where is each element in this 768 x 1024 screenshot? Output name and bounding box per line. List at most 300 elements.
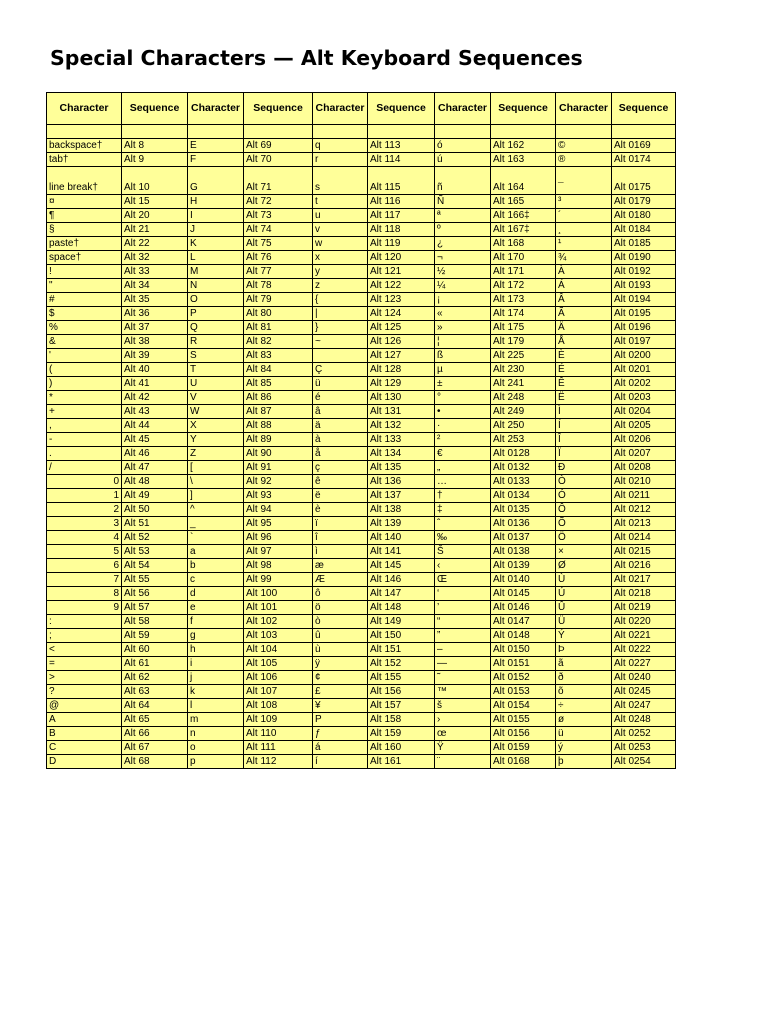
character-cell: 4 xyxy=(47,531,122,545)
character-cell: Ê xyxy=(556,377,612,391)
sequence-cell: Alt 0159 xyxy=(491,741,556,755)
character-cell: ® xyxy=(556,153,612,167)
character-cell: © xyxy=(556,139,612,153)
character-cell: ù xyxy=(313,643,368,657)
sequence-cell: Alt 115 xyxy=(368,167,435,195)
table-row xyxy=(47,475,676,489)
character-cell: y xyxy=(313,265,368,279)
sequence-cell: Alt 55 xyxy=(122,573,188,587)
sequence-cell: Alt 44 xyxy=(122,419,188,433)
sequence-cell: Alt 0215 xyxy=(612,545,676,559)
sequence-cell: Alt 0208 xyxy=(612,461,676,475)
character-cell: ¼ xyxy=(435,279,491,293)
sequence-cell: Alt 0222 xyxy=(612,643,676,657)
sequence-cell: Alt 135 xyxy=(368,461,435,475)
character-cell: ò xyxy=(313,615,368,629)
table-row xyxy=(47,279,676,293)
character-cell: û xyxy=(313,629,368,643)
sequence-cell: Alt 170 xyxy=(491,251,556,265)
sequence-cell: Alt 0217 xyxy=(612,573,676,587)
sequence-cell: Alt 0137 xyxy=(491,531,556,545)
sequence-cell: Alt 0227 xyxy=(612,657,676,671)
sequence-cell: Alt 164 xyxy=(491,167,556,195)
sequence-cell: Alt 168 xyxy=(491,237,556,251)
sequence-cell: Alt 91 xyxy=(244,461,313,475)
character-cell: N xyxy=(188,279,244,293)
sequence-cell: Alt 0248 xyxy=(612,713,676,727)
character-cell: \ xyxy=(188,475,244,489)
sequence-cell: Alt 134 xyxy=(368,447,435,461)
character-cell: z xyxy=(313,279,368,293)
character-cell: • xyxy=(435,405,491,419)
sequence-cell: Alt 41 xyxy=(122,377,188,391)
sequence-cell: Alt 124 xyxy=(368,307,435,321)
sequence-cell: Alt 9 xyxy=(122,153,188,167)
sequence-cell: Alt 70 xyxy=(244,153,313,167)
sequence-cell: Alt 0196 xyxy=(612,321,676,335)
character-cell: ‡ xyxy=(435,503,491,517)
character-cell: ? xyxy=(47,685,122,699)
sequence-cell: Alt 175 xyxy=(491,321,556,335)
table-row xyxy=(47,265,676,279)
character-cell: Ÿ xyxy=(435,741,491,755)
sequence-cell: Alt 0193 xyxy=(612,279,676,293)
character-cell: › xyxy=(435,713,491,727)
sequence-cell: Alt 78 xyxy=(244,279,313,293)
sequence-cell: Alt 79 xyxy=(244,293,313,307)
sequence-cell: Alt 0212 xyxy=(612,503,676,517)
character-cell: € xyxy=(435,447,491,461)
character-cell: Ì xyxy=(556,405,612,419)
sequence-cell: Alt 38 xyxy=(122,335,188,349)
sequence-cell: Alt 0203 xyxy=(612,391,676,405)
character-cell: , xyxy=(47,419,122,433)
sequence-cell: Alt 71 xyxy=(244,167,313,195)
sequence-cell: Alt 0138 xyxy=(491,545,556,559)
sequence-cell: Alt 65 xyxy=(122,713,188,727)
sequence-cell: Alt 0174 xyxy=(612,153,676,167)
sequence-cell: Alt 152 xyxy=(368,657,435,671)
character-cell: ç xyxy=(313,461,368,475)
character-cell: line break† xyxy=(47,167,122,195)
character-cell: k xyxy=(188,685,244,699)
sequence-cell: Alt 42 xyxy=(122,391,188,405)
character-cell: E xyxy=(188,139,244,153)
sequence-cell: Alt 105 xyxy=(244,657,313,671)
sequence-cell: Alt 82 xyxy=(244,335,313,349)
character-cell: 1 xyxy=(47,489,122,503)
character-cell xyxy=(313,349,368,363)
sequence-cell: Alt 0151 xyxy=(491,657,556,671)
character-cell: í xyxy=(313,755,368,769)
character-cell: „ xyxy=(435,461,491,475)
character-cell: ‰ xyxy=(435,531,491,545)
character-cell: i xyxy=(188,657,244,671)
sequence-cell: Alt 120 xyxy=(368,251,435,265)
character-cell: m xyxy=(188,713,244,727)
character-cell: Ó xyxy=(556,489,612,503)
sequence-cell: Alt 129 xyxy=(368,377,435,391)
sequence-cell: Alt 21 xyxy=(122,223,188,237)
character-cell: ½ xyxy=(435,265,491,279)
sequence-cell: Alt 157 xyxy=(368,699,435,713)
character-cell: â xyxy=(313,405,368,419)
sequence-cell: Alt 130 xyxy=(368,391,435,405)
character-cell: ± xyxy=(435,377,491,391)
character-cell: Ë xyxy=(556,391,612,405)
table-row xyxy=(47,671,676,685)
character-cell: é xyxy=(313,391,368,405)
character-cell: Ö xyxy=(556,531,612,545)
sequence-cell: Alt 145 xyxy=(368,559,435,573)
character-cell: ý xyxy=(556,741,612,755)
character-cell: á xyxy=(313,741,368,755)
character-cell: þ xyxy=(556,755,612,769)
sequence-cell: Alt 0175 xyxy=(612,167,676,195)
character-cell: ~ xyxy=(313,335,368,349)
sequence-cell: Alt 37 xyxy=(122,321,188,335)
character-cell: § xyxy=(47,223,122,237)
sequence-cell: Alt 0169 xyxy=(612,139,676,153)
sequence-cell: Alt 72 xyxy=(244,195,313,209)
sequence-cell: Alt 119 xyxy=(368,237,435,251)
sequence-cell: Alt 122 xyxy=(368,279,435,293)
table-row xyxy=(47,447,676,461)
sequence-cell: Alt 126 xyxy=(368,335,435,349)
character-cell: ð xyxy=(556,671,612,685)
sequence-cell: Alt 148 xyxy=(368,601,435,615)
character-cell: ÿ xyxy=(313,657,368,671)
character-cell: h xyxy=(188,643,244,657)
table-body xyxy=(47,125,676,769)
character-cell: õ xyxy=(556,685,612,699)
sequence-cell: Alt 0218 xyxy=(612,587,676,601)
sequence-cell: Alt 0180 xyxy=(612,209,676,223)
character-cell: ´ xyxy=(556,209,612,223)
sequence-cell: Alt 73 xyxy=(244,209,313,223)
sequence-cell: Alt 0134 xyxy=(491,489,556,503)
sequence-cell: Alt 230 xyxy=(491,363,556,377)
sequence-cell: Alt 0252 xyxy=(612,727,676,741)
sequence-cell: Alt 102 xyxy=(244,615,313,629)
header-sequence-3: Sequence xyxy=(368,93,435,125)
sequence-cell: Alt 47 xyxy=(122,461,188,475)
sequence-cell: Alt 0211 xyxy=(612,489,676,503)
table-row xyxy=(47,573,676,587)
sequence-cell: Alt 50 xyxy=(122,503,188,517)
character-cell: } xyxy=(313,321,368,335)
character-cell: o xyxy=(188,741,244,755)
character-cell: # xyxy=(47,293,122,307)
sequence-cell: Alt 121 xyxy=(368,265,435,279)
sequence-cell: Alt 54 xyxy=(122,559,188,573)
character-cell: ¦ xyxy=(435,335,491,349)
table-row xyxy=(47,377,676,391)
sequence-cell: Alt 0201 xyxy=(612,363,676,377)
character-cell: Á xyxy=(556,279,612,293)
sequence-cell: Alt 141 xyxy=(368,545,435,559)
sequence-cell: Alt 0154 xyxy=(491,699,556,713)
table-row xyxy=(47,545,676,559)
spacer-cell xyxy=(47,125,122,139)
header-sequence-4: Sequence xyxy=(491,93,556,125)
character-cell: Z xyxy=(188,447,244,461)
character-cell: 5 xyxy=(47,545,122,559)
spacer-cell xyxy=(612,125,676,139)
character-cell: J xyxy=(188,223,244,237)
sequence-cell: Alt 69 xyxy=(244,139,313,153)
character-cell: ¯ xyxy=(556,167,612,195)
character-cell: ; xyxy=(47,629,122,643)
character-cell: 2 xyxy=(47,503,122,517)
character-cell: ¢ xyxy=(313,671,368,685)
sequence-cell: Alt 249 xyxy=(491,405,556,419)
sequence-cell: Alt 87 xyxy=(244,405,313,419)
sequence-cell: Alt 156 xyxy=(368,685,435,699)
character-cell: P xyxy=(188,307,244,321)
sequence-cell: Alt 0253 xyxy=(612,741,676,755)
character-cell: ² xyxy=(435,433,491,447)
character-cell: ì xyxy=(313,545,368,559)
sequence-cell: Alt 171 xyxy=(491,265,556,279)
sequence-cell: Alt 127 xyxy=(368,349,435,363)
character-cell: a xyxy=(188,545,244,559)
sequence-cell: Alt 45 xyxy=(122,433,188,447)
sequence-cell: Alt 0147 xyxy=(491,615,556,629)
header-sequence-1: Sequence xyxy=(122,93,188,125)
character-cell: 0 xyxy=(47,475,122,489)
sequence-cell: Alt 80 xyxy=(244,307,313,321)
sequence-cell: Alt 52 xyxy=(122,531,188,545)
sequence-cell: Alt 48 xyxy=(122,475,188,489)
character-cell: ø xyxy=(556,713,612,727)
character-cell: H xyxy=(188,195,244,209)
character-cell: x xyxy=(313,251,368,265)
character-cell: ˆ xyxy=(435,517,491,531)
sequence-cell: Alt 138 xyxy=(368,503,435,517)
page-title: Special Characters — Alt Keyboard Sequences xyxy=(50,46,583,70)
table-row xyxy=(47,321,676,335)
sequence-cell: Alt 104 xyxy=(244,643,313,657)
sequence-cell: Alt 89 xyxy=(244,433,313,447)
header-character-5: Character xyxy=(556,93,612,125)
sequence-cell: Alt 90 xyxy=(244,447,313,461)
sequence-cell: Alt 174 xyxy=(491,307,556,321)
spacer-cell xyxy=(188,125,244,139)
sequence-cell: Alt 0195 xyxy=(612,307,676,321)
spacer-cell xyxy=(244,125,313,139)
character-cell: Ý xyxy=(556,629,612,643)
character-cell: % xyxy=(47,321,122,335)
sequence-cell: Alt 84 xyxy=(244,363,313,377)
sequence-cell: Alt 0216 xyxy=(612,559,676,573)
character-cell: ‘ xyxy=(435,587,491,601)
sequence-cell: Alt 0139 xyxy=(491,559,556,573)
character-cell: Ü xyxy=(556,615,612,629)
sequence-cell: Alt 106 xyxy=(244,671,313,685)
table-row xyxy=(47,307,676,321)
character-cell: Õ xyxy=(556,517,612,531)
sequence-cell: Alt 125 xyxy=(368,321,435,335)
spacer-row xyxy=(47,125,676,139)
character-cell: f xyxy=(188,615,244,629)
spacer-cell xyxy=(313,125,368,139)
sequence-cell: Alt 83 xyxy=(244,349,313,363)
sequence-cell: Alt 63 xyxy=(122,685,188,699)
character-cell: Æ xyxy=(313,573,368,587)
character-cell: d xyxy=(188,587,244,601)
character-cell: £ xyxy=(313,685,368,699)
table-row xyxy=(47,713,676,727)
character-cell: ã xyxy=(556,657,612,671)
character-cell: ` xyxy=(188,531,244,545)
character-cell: Ã xyxy=(556,307,612,321)
sequence-cell: Alt 0254 xyxy=(612,755,676,769)
sequence-cell: Alt 133 xyxy=(368,433,435,447)
character-cell: $ xyxy=(47,307,122,321)
sequence-cell: Alt 0247 xyxy=(612,699,676,713)
character-cell: † xyxy=(435,489,491,503)
character-cell: Ï xyxy=(556,447,612,461)
character-cell: S xyxy=(188,349,244,363)
character-cell: ó xyxy=(435,139,491,153)
spacer-cell xyxy=(122,125,188,139)
character-cell: ú xyxy=(435,153,491,167)
character-cell: ” xyxy=(435,629,491,643)
table-row xyxy=(47,195,676,209)
sequence-cell: Alt 0146 xyxy=(491,601,556,615)
character-cell: ƒ xyxy=(313,727,368,741)
character-cell: î xyxy=(313,531,368,545)
sequence-cell: Alt 225 xyxy=(491,349,556,363)
header-character-4: Character xyxy=(435,93,491,125)
character-cell: ö xyxy=(313,601,368,615)
table-row xyxy=(47,461,676,475)
character-cell: º xyxy=(435,223,491,237)
character-cell: + xyxy=(47,405,122,419)
sequence-cell: Alt 0150 xyxy=(491,643,556,657)
character-cell: ¡ xyxy=(435,293,491,307)
character-cell: r xyxy=(313,153,368,167)
sequence-cell: Alt 0156 xyxy=(491,727,556,741)
character-cell: ¾ xyxy=(556,251,612,265)
character-cell: w xyxy=(313,237,368,251)
sequence-cell: Alt 22 xyxy=(122,237,188,251)
character-cell: À xyxy=(556,265,612,279)
sequence-cell: Alt 159 xyxy=(368,727,435,741)
character-cell: É xyxy=(556,363,612,377)
sequence-cell: Alt 60 xyxy=(122,643,188,657)
character-cell: space† xyxy=(47,251,122,265)
sequence-cell: Alt 0220 xyxy=(612,615,676,629)
character-cell: 3 xyxy=(47,517,122,531)
character-cell: à xyxy=(313,433,368,447)
sequence-cell: Alt 0179 xyxy=(612,195,676,209)
table-row xyxy=(47,727,676,741)
character-cell: ) xyxy=(47,377,122,391)
sequence-cell: Alt 150 xyxy=(368,629,435,643)
character-cell: l xyxy=(188,699,244,713)
table-row xyxy=(47,699,676,713)
character-cell: ¶ xyxy=(47,209,122,223)
character-cell: Ñ xyxy=(435,195,491,209)
table-row xyxy=(47,139,676,153)
character-cell: g xyxy=(188,629,244,643)
character-cell: I xyxy=(188,209,244,223)
character-cell: G xyxy=(188,167,244,195)
sequence-cell: Alt 85 xyxy=(244,377,313,391)
character-cell: ë xyxy=(313,489,368,503)
character-cell: Û xyxy=(556,601,612,615)
table-row xyxy=(47,755,676,769)
character-cell: @ xyxy=(47,699,122,713)
sequence-cell: Alt 46 xyxy=(122,447,188,461)
character-cell: L xyxy=(188,251,244,265)
character-cell: [ xyxy=(188,461,244,475)
sequence-cell: Alt 0219 xyxy=(612,601,676,615)
sequence-cell: Alt 62 xyxy=(122,671,188,685)
character-cell: æ xyxy=(313,559,368,573)
table-row xyxy=(47,335,676,349)
table-row xyxy=(47,629,676,643)
table-row xyxy=(47,643,676,657)
sequence-cell: Alt 0152 xyxy=(491,671,556,685)
sequence-cell: Alt 100 xyxy=(244,587,313,601)
character-cell: ¸ xyxy=(556,223,612,237)
character-cell: ï xyxy=(313,517,368,531)
sequence-cell: Alt 77 xyxy=(244,265,313,279)
character-cell: U xyxy=(188,377,244,391)
character-cell: : xyxy=(47,615,122,629)
character-cell: “ xyxy=(435,615,491,629)
character-cell: Ù xyxy=(556,573,612,587)
sequence-cell: Alt 158 xyxy=(368,713,435,727)
sequence-cell: Alt 59 xyxy=(122,629,188,643)
spacer-cell xyxy=(491,125,556,139)
character-cell: ¨ xyxy=(435,755,491,769)
sequence-cell: Alt 57 xyxy=(122,601,188,615)
sequence-cell: Alt 139 xyxy=(368,517,435,531)
sequence-cell: Alt 0133 xyxy=(491,475,556,489)
sequence-cell: Alt 166‡ xyxy=(491,209,556,223)
character-cell: . xyxy=(47,447,122,461)
character-cell: ‹ xyxy=(435,559,491,573)
sequence-cell: Alt 136 xyxy=(368,475,435,489)
sequence-cell: Alt 167‡ xyxy=(491,223,556,237)
sequence-cell: Alt 43 xyxy=(122,405,188,419)
character-cell: V xyxy=(188,391,244,405)
character-cell: 8 xyxy=(47,587,122,601)
sequence-cell: Alt 64 xyxy=(122,699,188,713)
character-cell: Î xyxy=(556,433,612,447)
character-cell: Å xyxy=(556,335,612,349)
character-cell: Ç xyxy=(313,363,368,377)
sequence-cell: Alt 162 xyxy=(491,139,556,153)
character-cell: R xyxy=(188,335,244,349)
sequence-cell: Alt 128 xyxy=(368,363,435,377)
sequence-cell: Alt 0207 xyxy=(612,447,676,461)
sequence-cell: Alt 51 xyxy=(122,517,188,531)
sequence-cell: Alt 110 xyxy=(244,727,313,741)
character-cell: ’ xyxy=(435,601,491,615)
character-cell: Œ xyxy=(435,573,491,587)
sequence-cell: Alt 103 xyxy=(244,629,313,643)
character-cell: œ xyxy=(435,727,491,741)
sequence-cell: Alt 0128 xyxy=(491,447,556,461)
sequence-cell: Alt 149 xyxy=(368,615,435,629)
sequence-cell: Alt 116 xyxy=(368,195,435,209)
character-cell: t xyxy=(313,195,368,209)
